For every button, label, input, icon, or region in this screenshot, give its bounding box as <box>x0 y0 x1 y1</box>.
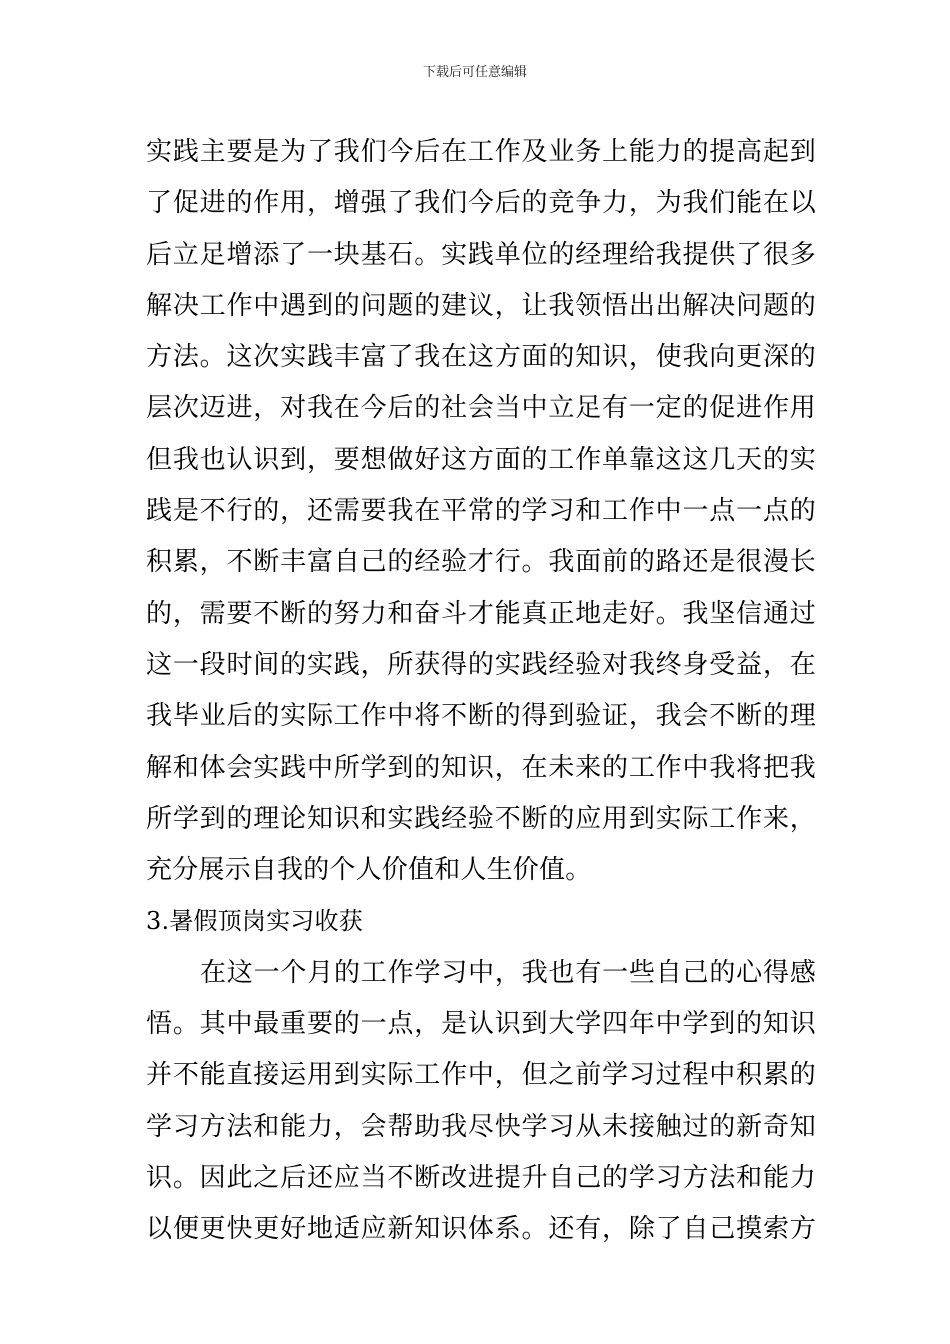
text-line: 实践主要是为了我们今后在工作及业务上能力的提高起到 <box>146 137 816 167</box>
text-line: 层次迈进，对我在今后的社会当中立足有一定的促进作用 <box>146 393 816 424</box>
text-line: 了促进的作用，增强了我们今后的竞争力，为我们能在以 <box>146 188 816 219</box>
text-line: 所学到的理论知识和实践经验不断的应用到实际工作来， <box>146 803 816 834</box>
text-line: 后立足增添了一块基石。实践单位的经理给我提供了很多 <box>146 239 816 270</box>
text-line: 学习方法和能力，会帮助我尽快学习从未接触过的新奇知 <box>146 1111 816 1142</box>
paragraph-practice-summary <box>146 127 816 896</box>
text-line: 这一段时间的实践，所获得的实践经验对我终身受益，在 <box>146 649 816 680</box>
text-line: 但我也认识到，要想做好这方面的工作单靠这这几天的实 <box>146 444 816 475</box>
text-line: 在这一个月的工作学习中，我也有一些自己的心得感 <box>200 957 816 988</box>
text-line: 悟。其中最重要的一点，是认识到大学四年中学到的知识 <box>146 1009 816 1040</box>
text-line: 积累，不断丰富自己的经验才行。我面前的路还是很漫长 <box>146 547 816 578</box>
text-line: 方法。这次实践丰富了我在这方面的知识，使我向更深的 <box>146 342 816 373</box>
text-line: 充分展示自我的个人价值和人生价值。 <box>146 855 592 886</box>
text-line: 以便更快更好地适应新知识体系。还有，除了自己摸索方 <box>146 1214 816 1245</box>
body-text <box>146 127 816 1256</box>
paragraph-internship-gains <box>146 948 816 1256</box>
text-line: 识。因此之后还应当不断改进提升自己的学习方法和能力 <box>146 1162 816 1193</box>
text-line: 并不能直接运用到实际工作中，但之前学习过程中积累的 <box>146 1060 816 1091</box>
text-line: 解和体会实践中所学到的知识，在未来的工作中我将把我 <box>146 752 816 783</box>
text-line: 我毕业后的实际工作中将不断的得到验证，我会不断的理 <box>146 701 816 732</box>
section-heading: 3.暑假顶岗实习收获 <box>146 907 363 936</box>
text-line: 的，需要不断的努力和奋斗才能真正地走好。我坚信通过 <box>146 598 816 629</box>
text-line: 解决工作中遇到的问题的建议，让我领悟出出解决问题的 <box>146 290 816 321</box>
text-line: 践是不行的，还需要我在平常的学习和工作中一点一点的 <box>146 496 816 527</box>
page-header-note: 下载后可任意编辑 <box>422 65 527 80</box>
